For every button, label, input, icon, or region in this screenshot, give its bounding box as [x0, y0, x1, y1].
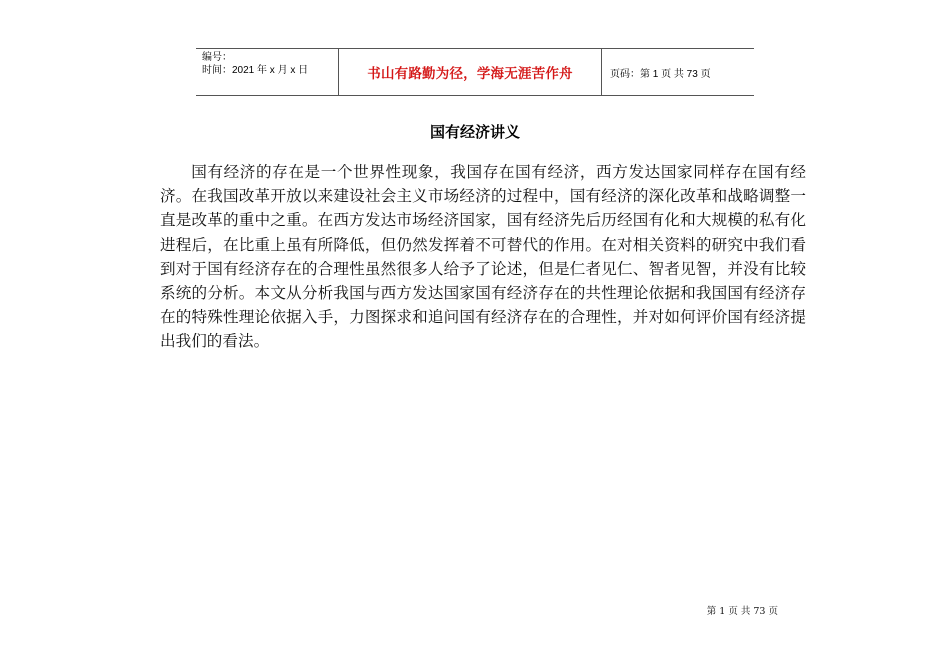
page-header — [196, 48, 754, 96]
header-page-code-cell — [602, 49, 754, 95]
body-paragraph: 国有经济的存在是一个世界性现象，我国存在国有经济，西方发达国家同样存在国有经济。在我国改革开放以来建设社会主义市场经济的过程中，国有经济的深化改革和战略调整一直是改革的重中之重。在西方发达市场经济国家，国有经济先后历经国有化和大规模的私有化进程后，在比重上虽有所降低，但仍然发挥着不可替代的作用。在对相关资料的研究中我们看到对于国有经济存在的合理性虽然很多人给予了论述，但是仁者见仁、智者见智，并没有比较系统的分析。本文从分析我国与西方发达国家国有经济存在的共性理论依据和我国国有经济存在的特殊性理论依据入手，力图探求和追问国有经济存在的合理性，并对如何评价国有经济提出我们的看法。 — [160, 163, 806, 351]
header-motto: 书山有路勤为径，学海无涯苦作舟 — [367, 66, 573, 82]
header-meta-cell — [196, 49, 338, 95]
footer-page-indicator: 第 1 页 共 73 页 — [706, 606, 778, 617]
header-motto-cell — [338, 49, 602, 95]
serial-number-label: 编号： — [202, 52, 232, 63]
header-page-code: 页码：第 1 页 共 73 页 — [610, 68, 711, 80]
date-label: 时间：2021 年 x 月 x 日 — [202, 65, 309, 76]
document-title: 国有经济讲义 — [429, 123, 520, 141]
